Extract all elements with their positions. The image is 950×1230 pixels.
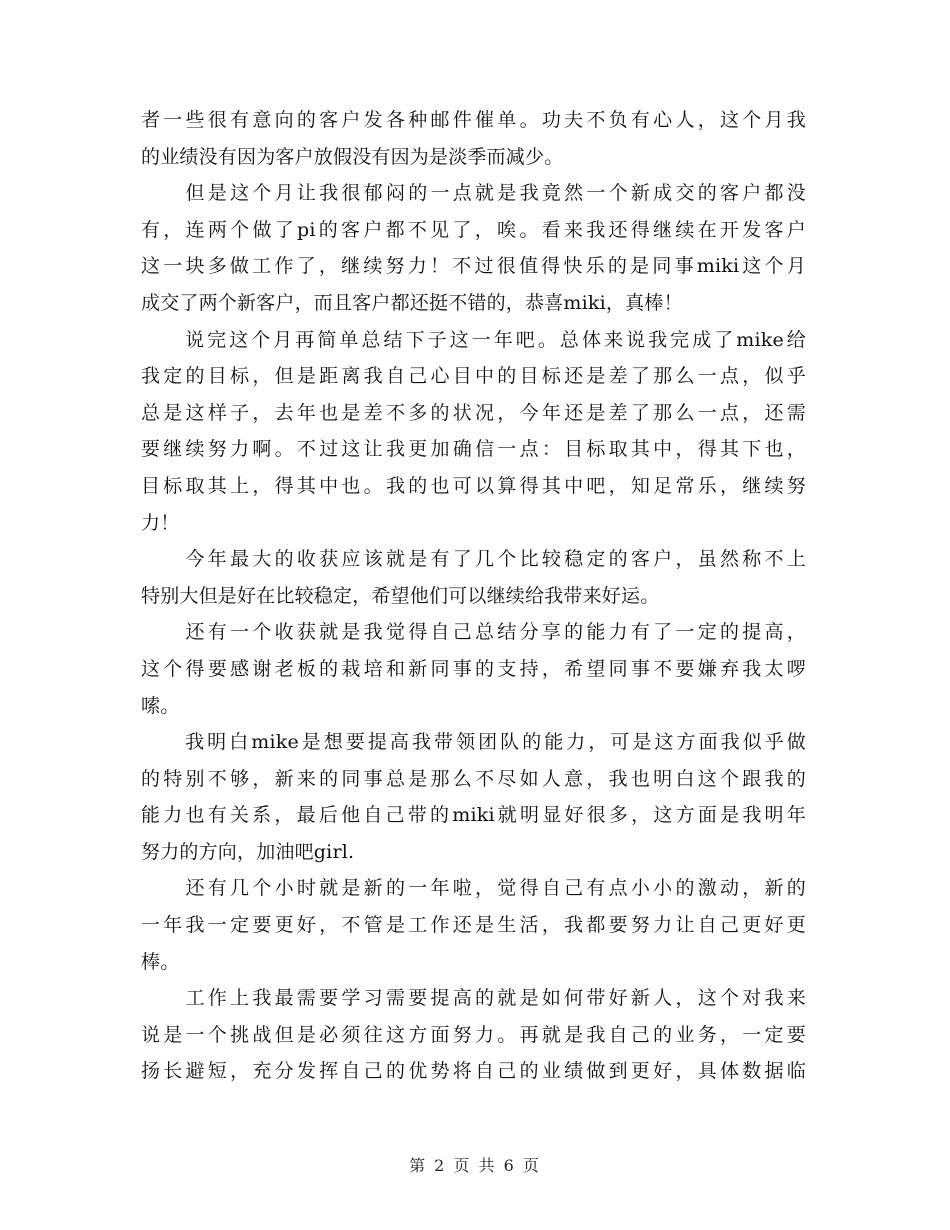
text-line: 的特别不够，新来的同事总是那么不尽如人意，我也明白这个跟我的 bbox=[141, 767, 806, 790]
text-line: 棒。 bbox=[141, 950, 180, 973]
text-line: 一年我一定要更好，不管是工作还是生活，我都要努力让自己更好更 bbox=[141, 914, 806, 937]
text-line: 说是一个挑战但是必须往这方面努力。再就是我自己的业务，一定要 bbox=[141, 1023, 806, 1046]
body-text bbox=[141, 102, 806, 1090]
text-line: 今年最大的收获应该就是有了几个比较稳定的客户，虽然称不上 bbox=[141, 548, 806, 571]
text-line: 扬长避短，充分发挥自己的优势将自己的业绩做到更好，具体数据临 bbox=[141, 1060, 806, 1083]
text-line: 的业绩没有因为客户放假没有因为是淡季而减少。 bbox=[141, 145, 564, 168]
text-line: 但是这个月让我很郁闷的一点就是我竟然一个新成交的客户都没 bbox=[141, 182, 806, 205]
text-line: 嗦。 bbox=[141, 694, 180, 717]
text-line: 能力也有关系，最后他自己带的miki就明显好很多，这方面是我明年 bbox=[141, 804, 806, 827]
text-line: 这一块多做工作了，继续努力！不过很值得快乐的是同事miki这个月 bbox=[141, 255, 806, 278]
text-line: 特别大但是好在比较稳定，希望他们可以继续给我带来好运。 bbox=[141, 584, 660, 607]
text-line: 还有几个小时就是新的一年啦，觉得自己有点小小的激动，新的 bbox=[141, 877, 806, 900]
text-line: 努力的方向，加油吧girl. bbox=[141, 840, 355, 863]
text-line: 总是这样子，去年也是差不多的状况，今年还是差了那么一点，还需 bbox=[141, 401, 806, 424]
text-line: 目标取其上，得其中也。我的也可以算得其中吧，知足常乐，继续努 bbox=[141, 474, 806, 497]
text-line: 这个得要感谢老板的栽培和新同事的支持，希望同事不要嫌弃我太啰 bbox=[141, 657, 806, 680]
text-line: 说完这个月再简单总结下子这一年吧。总体来说我完成了mike给 bbox=[141, 328, 806, 351]
text-line: 有，连两个做了pi的客户都不见了，唉。看来我还得继续在开发客户 bbox=[141, 218, 806, 241]
text-line: 我定的目标，但是距离我自己心目中的目标还是差了那么一点，似乎 bbox=[141, 365, 806, 388]
text-line: 成交了两个新客户，而且客户都还挺不错的，恭喜miki，真棒！ bbox=[141, 291, 683, 314]
text-line: 工作上我最需要学习需要提高的就是如何带好新人，这个对我来 bbox=[141, 987, 806, 1010]
text-line: 要继续努力啊。不过这让我更加确信一点：目标取其中，得其下也， bbox=[141, 438, 806, 461]
text-line: 还有一个收获就是我觉得自己总结分享的能力有了一定的提高， bbox=[141, 621, 806, 644]
text-line: 我明白mike是想要提高我带领团队的能力，可是这方面我似乎做 bbox=[141, 731, 806, 754]
text-line: 者一些很有意向的客户发各种邮件催单。功夫不负有心人，这个月我 bbox=[141, 109, 806, 131]
page-footer: 第 2 页 共 6 页 bbox=[409, 1156, 541, 1175]
text-line: 力！ bbox=[141, 511, 180, 534]
